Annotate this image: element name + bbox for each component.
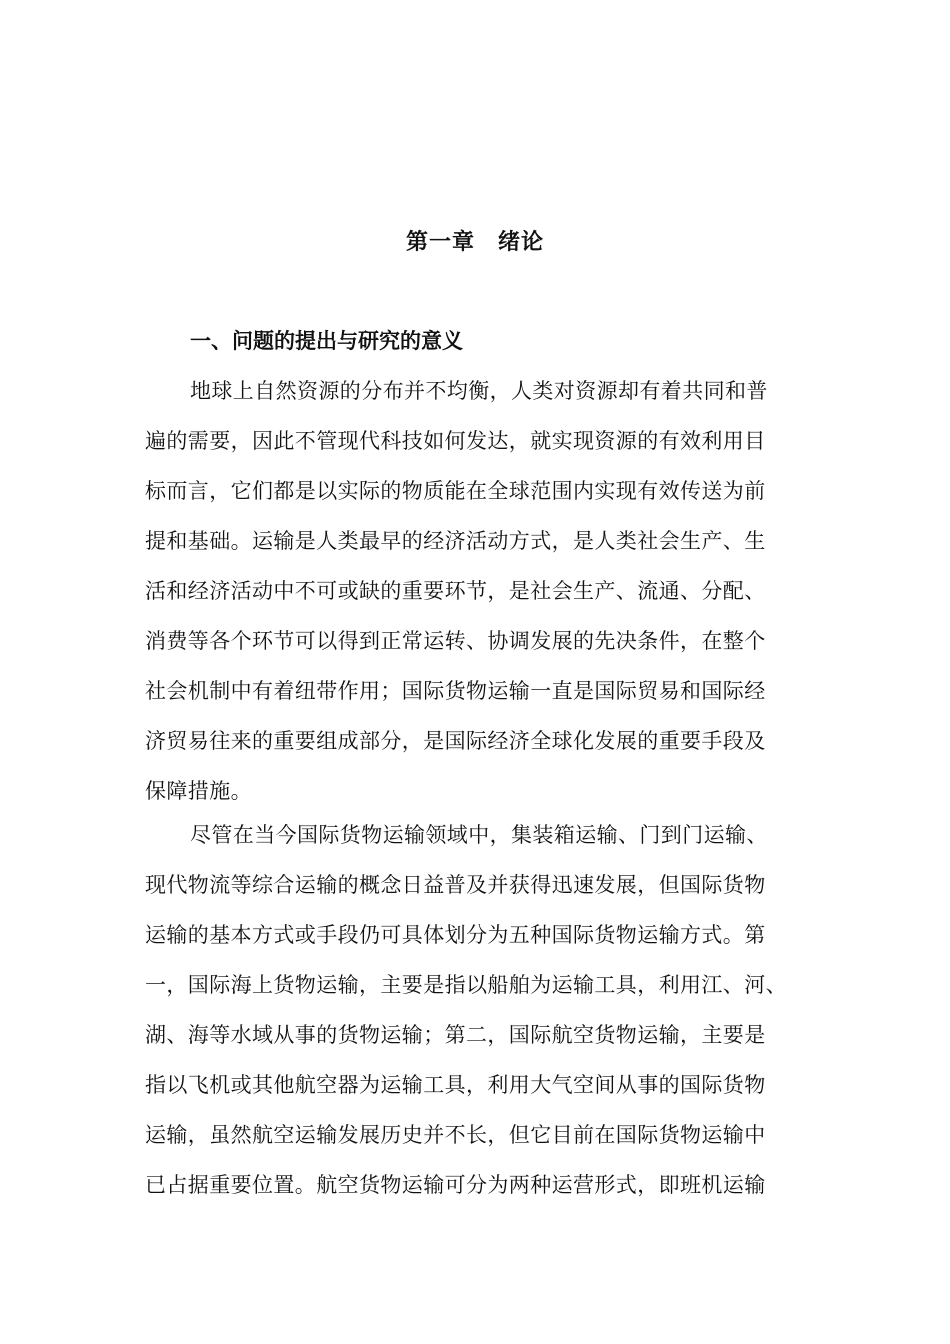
paragraph-line: 济贸易往来的重要组成部分，是国际经济全球化发展的重要手段及 (145, 729, 766, 753)
paragraph-line: 运输的基本方式或手段仍可具体划分为五种国际货物运输方式。第 (145, 923, 766, 947)
chapter-title: 第一章 绪论 (405, 229, 544, 255)
paragraph-line: 运输，虽然航空运输发展历史并不长，但它目前在国际货物运输中 (145, 1123, 766, 1147)
paragraph-line: 活和经济活动中不可或缺的重要环节，是社会生产、流通、分配、 (145, 579, 766, 603)
paragraph-line: 指以飞机或其他航空器为运输工具，利用大气空间从事的国际货物 (145, 1073, 766, 1097)
paragraph-line: 地球上自然资源的分布并不均衡，人类对资源却有着共同和普 (190, 379, 768, 403)
paragraph-2 (145, 810, 825, 1210)
paragraph-line: 标而言，它们都是以实际的物质能在全球范围内实现有效传送为前 (145, 479, 766, 503)
paragraph-line: 已占据重要位置。航空货物运输可分为两种运营形式，即班机运输 (145, 1173, 766, 1197)
section-heading: 一、问题的提出与研究的意义 (190, 328, 463, 353)
paragraph-1 (145, 366, 825, 816)
paragraph-line: 社会机制中有着纽带作用；国际货物运输一直是国际贸易和国际经 (145, 679, 766, 703)
paragraph-line: 湖、海等水域从事的货物运输；第二，国际航空货物运输，主要是 (145, 1023, 766, 1047)
paragraph-line: 消费等各个环节可以得到正常运转、协调发展的先决条件，在整个 (145, 629, 766, 653)
paragraph-line: 遍的需要，因此不管现代科技如何发达，就实现资源的有效利用目 (145, 429, 766, 453)
paragraph-line: 一，国际海上货物运输，主要是指以船舶为运输工具，利用江、河、 (145, 973, 787, 997)
paragraph-line: 现代物流等综合运输的概念日益普及并获得迅速发展，但国际货物 (145, 873, 766, 897)
paragraph-line: 提和基础。运输是人类最早的经济活动方式，是人类社会生产、生 (145, 529, 766, 553)
paragraph-line: 尽管在当今国际货物运输领域中，集装箱运输、门到门运输、 (190, 823, 768, 847)
paragraph-line: 保障措施。 (145, 779, 252, 803)
